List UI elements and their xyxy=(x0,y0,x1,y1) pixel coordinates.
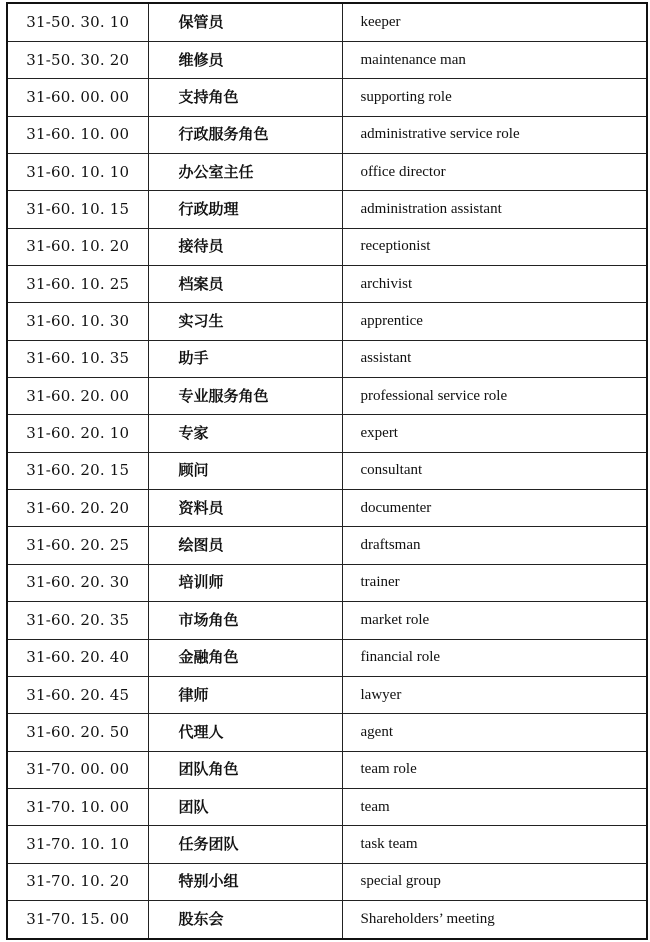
english-term-cell: expert xyxy=(342,415,647,452)
code-cell: 31-60. 20. 00 xyxy=(7,378,148,415)
chinese-term-cell: 专业服务角色 xyxy=(148,378,342,415)
english-term-cell: financial role xyxy=(342,639,647,676)
code-cell: 31-70. 10. 00 xyxy=(7,788,148,825)
code-cell: 31-60. 10. 35 xyxy=(7,340,148,377)
chinese-term-cell: 保管员 xyxy=(148,3,342,42)
chinese-term-cell: 办公室主任 xyxy=(148,154,342,191)
role-code-table xyxy=(6,2,648,940)
english-term-cell: market role xyxy=(342,602,647,639)
chinese-term-cell: 维修员 xyxy=(148,42,342,79)
english-term-cell: team xyxy=(342,788,647,825)
table-row xyxy=(7,378,647,415)
english-term-cell: supporting role xyxy=(342,79,647,116)
english-term-cell: keeper xyxy=(342,3,647,42)
table-row xyxy=(7,154,647,191)
table-row xyxy=(7,228,647,265)
chinese-term-cell: 培训师 xyxy=(148,564,342,601)
code-cell: 31-60. 10. 00 xyxy=(7,116,148,153)
chinese-term-cell: 支持角色 xyxy=(148,79,342,116)
chinese-term-cell: 实习生 xyxy=(148,303,342,340)
english-term-cell: task team xyxy=(342,826,647,863)
table-row xyxy=(7,714,647,751)
english-term-cell: draftsman xyxy=(342,527,647,564)
code-cell: 31-60. 20. 50 xyxy=(7,714,148,751)
english-term-cell: administration assistant xyxy=(342,191,647,228)
table-row xyxy=(7,3,647,42)
code-cell: 31-60. 10. 15 xyxy=(7,191,148,228)
table-row xyxy=(7,303,647,340)
code-cell: 31-60. 20. 20 xyxy=(7,490,148,527)
english-term-cell: agent xyxy=(342,714,647,751)
chinese-term-cell: 股东会 xyxy=(148,900,342,939)
chinese-term-cell: 专家 xyxy=(148,415,342,452)
table-row xyxy=(7,751,647,788)
table-row xyxy=(7,639,647,676)
chinese-term-cell: 团队角色 xyxy=(148,751,342,788)
english-term-cell: administrative service role xyxy=(342,116,647,153)
code-cell: 31-50. 30. 10 xyxy=(7,3,148,42)
english-term-cell: office director xyxy=(342,154,647,191)
chinese-term-cell: 市场角色 xyxy=(148,602,342,639)
table-row xyxy=(7,564,647,601)
code-cell: 31-70. 00. 00 xyxy=(7,751,148,788)
code-cell: 31-60. 10. 20 xyxy=(7,228,148,265)
english-term-cell: assistant xyxy=(342,340,647,377)
table-row xyxy=(7,788,647,825)
chinese-term-cell: 档案员 xyxy=(148,266,342,303)
table-row xyxy=(7,415,647,452)
table-row xyxy=(7,602,647,639)
table-row xyxy=(7,826,647,863)
code-cell: 31-70. 15. 00 xyxy=(7,900,148,939)
english-term-cell: lawyer xyxy=(342,676,647,713)
english-term-cell: apprentice xyxy=(342,303,647,340)
table-row xyxy=(7,452,647,489)
chinese-term-cell: 团队 xyxy=(148,788,342,825)
table-row xyxy=(7,191,647,228)
code-cell: 31-60. 20. 40 xyxy=(7,639,148,676)
chinese-term-cell: 助手 xyxy=(148,340,342,377)
table-row xyxy=(7,340,647,377)
english-term-cell: documenter xyxy=(342,490,647,527)
english-term-cell: archivist xyxy=(342,266,647,303)
code-cell: 31-60. 20. 10 xyxy=(7,415,148,452)
code-cell: 31-60. 20. 30 xyxy=(7,564,148,601)
table-row xyxy=(7,79,647,116)
code-cell: 31-60. 20. 35 xyxy=(7,602,148,639)
table-row xyxy=(7,490,647,527)
english-term-cell: consultant xyxy=(342,452,647,489)
code-cell: 31-70. 10. 20 xyxy=(7,863,148,900)
chinese-term-cell: 特别小组 xyxy=(148,863,342,900)
code-cell: 31-60. 00. 00 xyxy=(7,79,148,116)
chinese-term-cell: 金融角色 xyxy=(148,639,342,676)
code-cell: 31-60. 20. 15 xyxy=(7,452,148,489)
code-cell: 31-60. 10. 25 xyxy=(7,266,148,303)
chinese-term-cell: 接待员 xyxy=(148,228,342,265)
table-row xyxy=(7,116,647,153)
chinese-term-cell: 绘图员 xyxy=(148,527,342,564)
table-row xyxy=(7,527,647,564)
english-term-cell: team role xyxy=(342,751,647,788)
code-cell: 31-50. 30. 20 xyxy=(7,42,148,79)
chinese-term-cell: 律师 xyxy=(148,676,342,713)
english-term-cell: maintenance man xyxy=(342,42,647,79)
code-cell: 31-70. 10. 10 xyxy=(7,826,148,863)
table-row xyxy=(7,266,647,303)
code-cell: 31-60. 10. 30 xyxy=(7,303,148,340)
table-row xyxy=(7,863,647,900)
english-term-cell: Shareholders’ meeting xyxy=(342,900,647,939)
english-term-cell: professional service role xyxy=(342,378,647,415)
code-cell: 31-60. 10. 10 xyxy=(7,154,148,191)
english-term-cell: receptionist xyxy=(342,228,647,265)
chinese-term-cell: 行政服务角色 xyxy=(148,116,342,153)
code-cell: 31-60. 20. 25 xyxy=(7,527,148,564)
chinese-term-cell: 资料员 xyxy=(148,490,342,527)
chinese-term-cell: 行政助理 xyxy=(148,191,342,228)
table-row xyxy=(7,900,647,939)
table-body xyxy=(7,3,647,939)
english-term-cell: special group xyxy=(342,863,647,900)
chinese-term-cell: 代理人 xyxy=(148,714,342,751)
chinese-term-cell: 顾问 xyxy=(148,452,342,489)
table-row xyxy=(7,42,647,79)
table-row xyxy=(7,676,647,713)
chinese-term-cell: 任务团队 xyxy=(148,826,342,863)
document-page xyxy=(6,2,648,940)
english-term-cell: trainer xyxy=(342,564,647,601)
code-cell: 31-60. 20. 45 xyxy=(7,676,148,713)
